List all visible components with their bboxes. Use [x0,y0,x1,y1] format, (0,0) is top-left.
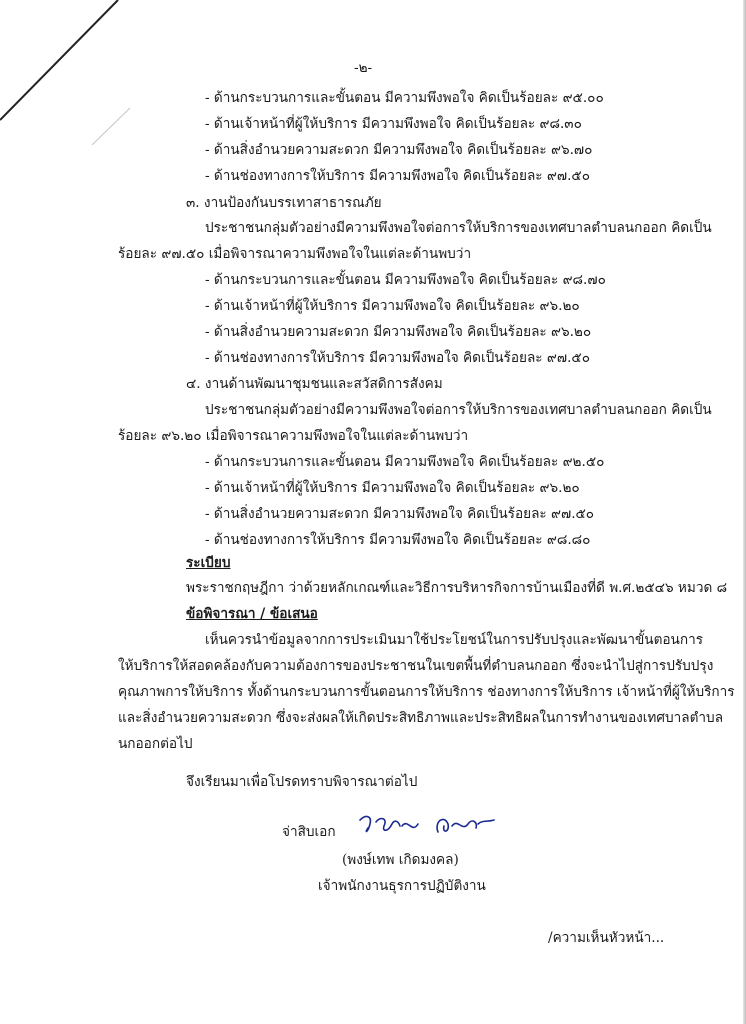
satisfaction-item: - ด้านสิ่งอำนวยความสะดวก มีความพึงพอใจ คิดเป็นร้อยละ ๙๖.๒๐ [205,324,592,340]
section-title: ๓. งานป้องกันบรรเทาสาธารณภัย [186,195,382,211]
satisfaction-item: - ด้านสิ่งอำนวยความสะดวก มีความพึงพอใจ คิดเป็นร้อยละ ๙๖.๗๐ [205,142,593,158]
section-paragraph: ร้อยละ ๙๖.๒๐ เมื่อพิจารณาความพึงพอใจในแต่ละด้านพบว่า [118,428,469,444]
section-paragraph: ประชาชนกลุ่มตัวอย่างมีความพึงพอใจต่อการให้บริการของเทศบาลตำบลนกออก คิดเป็น [205,402,712,418]
handwritten-signature [358,812,498,846]
recommendation-line: ให้บริการให้สอดคล้องกับความต้องการของประชาชนในเขตพื้นที่ตำบลนกออก ซึ่งจะนำไปสู่การปรับปรุง [118,658,714,674]
satisfaction-item: - ด้านเจ้าหน้าที่ผู้ให้บริการ มีความพึงพอใจ คิดเป็นร้อยละ ๙๘.๓๐ [205,116,582,132]
signer-name: (พงษ์เทพ เกิดมงคล) [342,852,459,868]
section-paragraph: ร้อยละ ๙๗.๕๐ เมื่อพิจารณาความพึงพอใจในแต่ละด้านพบว่า [118,246,472,262]
satisfaction-item: - ด้านช่องทางการให้บริการ มีความพึงพอใจ คิดเป็นร้อยละ ๙๘.๘๐ [205,532,591,548]
satisfaction-item: - ด้านช่องทางการให้บริการ มีความพึงพอใจ คิดเป็นร้อยละ ๙๗.๕๐ [205,350,590,366]
section-title: ๔. งานด้านพัฒนาชุมชนและสวัสดิการสังคม [186,376,443,392]
satisfaction-item: - ด้านกระบวนการและขั้นตอน มีความพึงพอใจ คิดเป็นร้อยละ ๙๒.๕๐ [205,454,605,470]
section-paragraph: ประชาชนกลุ่มตัวอย่างมีความพึงพอใจต่อการให้บริการของเทศบาลตำบลนกออก คิดเป็น [205,220,712,236]
satisfaction-item: - ด้านสิ่งอำนวยความสะดวก มีความพึงพอใจ คิดเป็นร้อยละ ๙๗.๕๐ [205,506,595,522]
signer-rank: จ่าสิบเอก [282,824,336,840]
signer-position: เจ้าพนักงานธุรการปฏิบัติงาน [318,878,486,894]
recommendation-line: คุณภาพการให้บริการ ทั้งด้านกระบวนการขั้นตอนการให้บริการ ช่องทางการให้บริการ เจ้าหน้าที่ผู้ให้บริการ [118,684,735,700]
closing-sentence: จึงเรียนมาเพื่อโปรดทราบพิจารณาต่อไป [186,774,418,790]
regulation-heading: ระเบียบ [186,555,231,571]
satisfaction-item: - ด้านกระบวนการและขั้นตอน มีความพึงพอใจ คิดเป็นร้อยละ ๙๘.๗๐ [205,272,606,288]
page-number: -๒- [354,60,373,76]
recommendation-line: เห็นควรนำข้อมูลจากการประเมินมาใช้ประโยชน์ในการปรับปรุงและพัฒนาขั้นตอนการ [205,632,704,648]
recommendation-line: และสิ่งอำนวยความสะดวก ซึ่งจะส่งผลให้เกิดประสิทธิภาพและประสิทธิผลในการทำงานของเทศบาลตำบล [118,710,724,726]
recommendation-heading: ข้อพิจารณา / ข้อเสนอ [186,606,318,622]
satisfaction-item: - ด้านช่องทางการให้บริการ มีความพึงพอใจ คิดเป็นร้อยละ ๙๗.๕๐ [205,168,590,184]
satisfaction-item: - ด้านกระบวนการและขั้นตอน มีความพึงพอใจ คิดเป็นร้อยละ ๙๕.๐๐ [205,90,604,106]
recommendation-line: นกออกต่อไป [118,736,193,752]
regulation-text: พระราชกฤษฎีกา ว่าด้วยหลักเกณฑ์และวิธีการบริหารกิจการบ้านเมืองที่ดี พ.ศ.๒๕๔๖ หมวด ๘ [186,580,728,596]
continuation-marker: /ความเห็นหัวหน้า... [548,930,665,946]
scanned-folded-corner-mark [0,0,130,145]
satisfaction-item: - ด้านเจ้าหน้าที่ผู้ให้บริการ มีความพึงพอใจ คิดเป็นร้อยละ ๙๖.๒๐ [205,298,580,314]
satisfaction-item: - ด้านเจ้าหน้าที่ผู้ให้บริการ มีความพึงพอใจ คิดเป็นร้อยละ ๙๖.๒๐ [205,480,580,496]
